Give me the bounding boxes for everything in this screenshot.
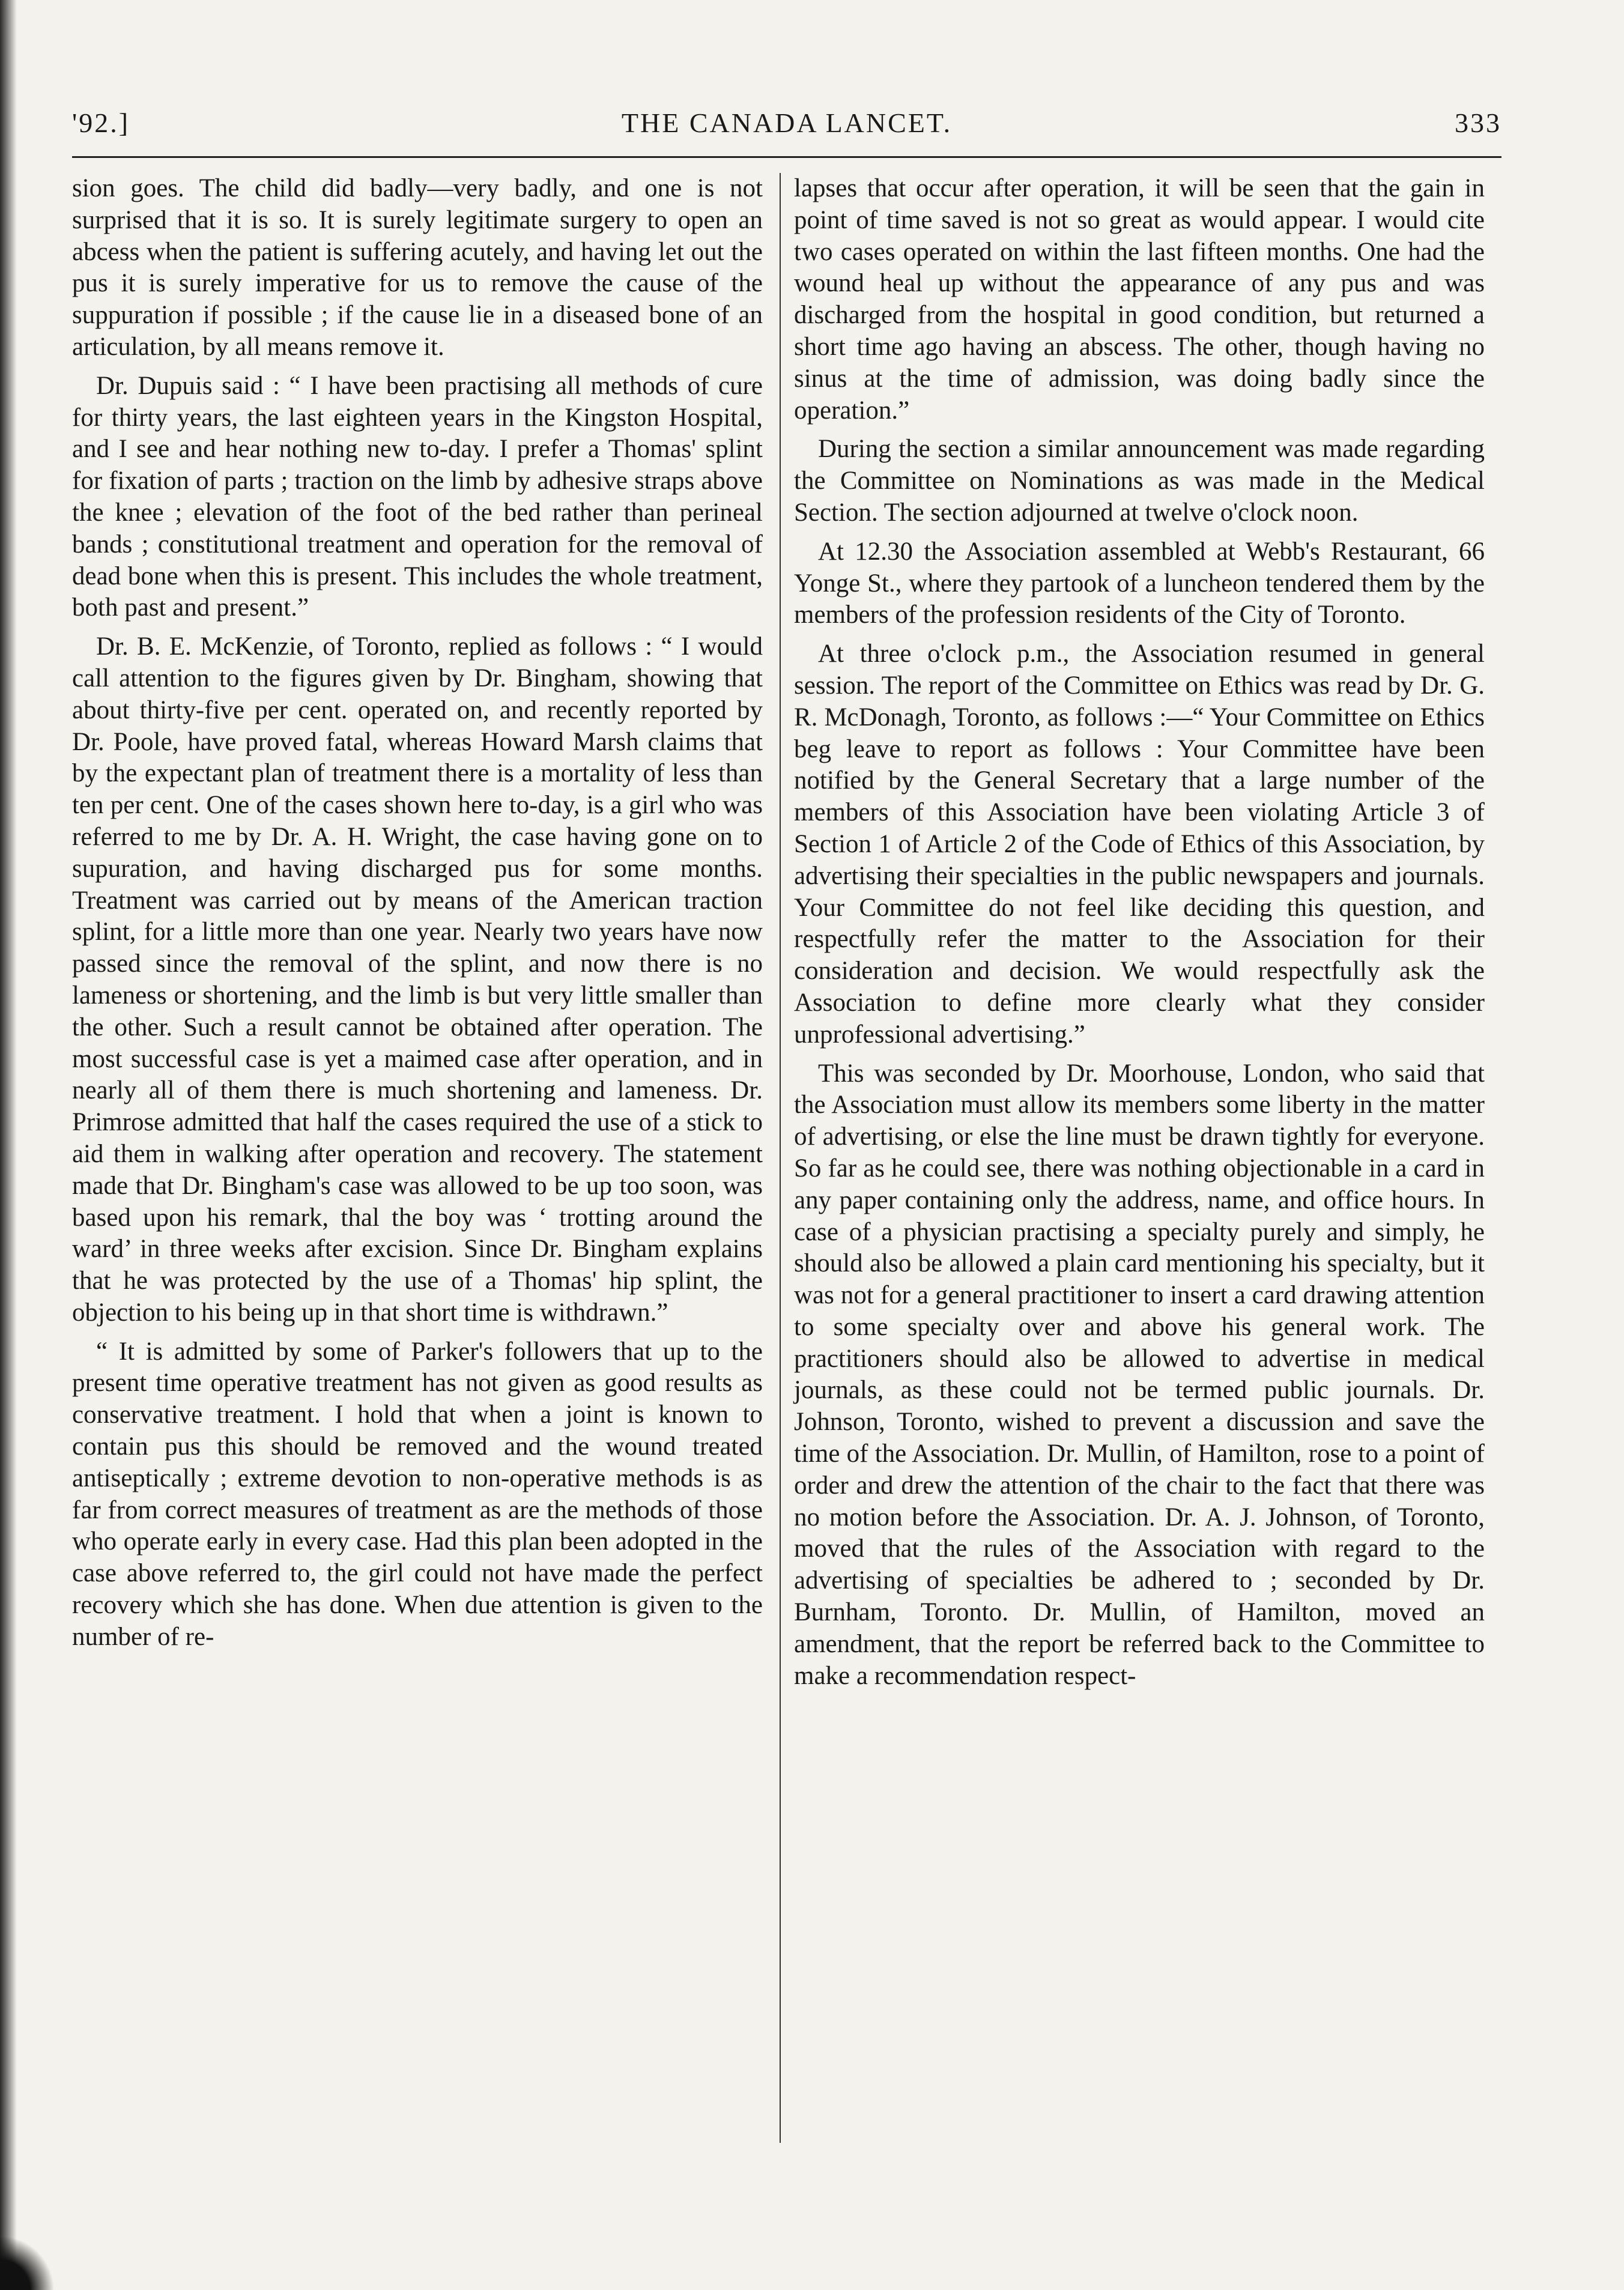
paragraph: At three o'clock p.m., the Association resumed in general session. The report of the Committee on Ethics was read by Dr. G. R. McDonagh, Toronto, as follows :—“ Your Committee on Ethics beg leave to report as follows : Your Committee have been notified by the General Secretary that a large number of the members of this Association have been violating Article 3 of Section 1 of Article 2 of the Code of Ethics of this Association, by advertising their specialties in the public newspapers and journals. Your Committee do not feel like deciding this question, and respectfully refer the matter to the Association for their consideration and decision. We would respectfully ask the Association to define more clearly what they consider unprofessional advertising.” bbox=[794, 640, 1485, 1049]
paragraph: lapses that occur after operation, it will be seen that the gain in point of time saved is not so great as would appear. I would cite two cases operated on within the last fifteen months. One had the wound heal up without the appearance of any pus and was discharged from the hospital in good condition, but returned a short time ago having an abscess. The other, though having no sinus at the time of admission, was doing badly since the operation.” bbox=[794, 174, 1485, 425]
header-year: '92.] bbox=[72, 108, 130, 138]
paragraph: During the section a similar announcement was made regarding the Committee on Nominations as was made in the Medical Section. The section adjourned at twelve o'clock noon. bbox=[794, 435, 1485, 527]
paragraph: At 12.30 the Association assembled at Webb's Restaurant, 66 Yonge St., where they partook of a luncheon tendered them by the members of the profession residents of the City of Toronto. bbox=[794, 537, 1485, 629]
left-column bbox=[72, 173, 763, 1661]
scan-shadow-corner bbox=[0, 2224, 54, 2290]
running-header bbox=[72, 102, 1501, 158]
journal-title: THE CANADA LANCET. bbox=[621, 108, 953, 138]
scan-shadow-edge bbox=[0, 0, 17, 2290]
paragraph: “ It is admitted by some of Parker's followers that up to the present time operative treatment has not given as good results as conservative treatment. I hold that when a joint is known to contain pus this should be removed and the wound treated antiseptically ; extreme devotion to non-operative methods is as far from correct measures of treatment as are the methods of those who operate early in every case. Had this plan been adopted in the case above referred to, the girl could not have made the perfect recovery which she has done. When due attention is given to the number of re- bbox=[72, 1337, 763, 1651]
paragraph: sion goes. The child did badly—very badly, and one is not surprised that it is so. It is surely legitimate surgery to open an abcess when the patient is suffering acutely, and having let out the pus it is surely imperative for us to remove the cause of the suppuration if possible ; if the cause lie in a diseased bone of an articulation, by all means remove it. bbox=[72, 174, 763, 361]
right-column bbox=[794, 173, 1485, 1699]
paragraph: Dr. B. E. McKenzie, of Toronto, replied as follows : “ I would call attention to the figures given by Dr. Bingham, showing that about thirty-five per cent. operated on, and recently reported by Dr. Poole, have proved fatal, whereas Howard Marsh claims that by the expectant plan of treatment there is a mortality of less than ten per cent. One of the cases shown here to-day, is a girl who was referred to me by Dr. A. H. Wright, the case having gone on to supuration, and having discharged pus for some months. Treatment was carried out by means of the American traction splint, for a little more than one year. Nearly two years have now passed since the removal of the splint, and now there is no lameness or shortening, and the limb is but very little smaller than the other. Such a result cannot be obtained after operation. The most successful case is yet a maimed case after operation, and in nearly all of them there is much shortening and lameness. Dr. Primrose admitted that half the cases required the use of a stick to aid them in walking after operation and recovery. The statement made that Dr. Bingham's case was allowed to be up too soon, was based upon his remark, thal the boy was ‘ trotting around the ward’ in three weeks after excision. Since Dr. Bingham explains that he was protected by the use of a Thomas' hip splint, the objection to his being up in that short time is withdrawn.” bbox=[72, 632, 763, 1327]
paragraph: This was seconded by Dr. Moorhouse, London, who said that the Association must allow its members some liberty in the matter of advertising, or else the line must be drawn tightly for everyone. So far as he could see, there was nothing objectionable in a card in any paper containing only the address, name, and office hours. In case of a physician practising a specialty purely and simply, he should also be allowed a plain card mentioning his specialty, but it was not for a general practitioner to insert a card drawing attention to some specialty over and above his general work. The practitioners should also be allowed to advertise in medical journals, as these could not be termed public journals. Dr. Johnson, Toronto, wished to prevent a discussion and save the time of the Association. Dr. Mullin, of Hamilton, rose to a point of order and drew the attention of the chair to the fact that there was no motion before the Association. Dr. A. J. Johnson, of Toronto, moved that the rules of the Association with regard to the advertising of specialties be adhered to ; seconded by Dr. Burnham, Toronto. Dr. Mullin, of Hamilton, moved an amendment, that the report be referred back to the Committee to make a recommendation respect- bbox=[794, 1059, 1485, 1690]
column-divider bbox=[780, 173, 781, 2143]
page-number: 333 bbox=[1455, 108, 1501, 138]
paragraph: Dr. Dupuis said : “ I have been practising all methods of cure for thirty years, the last eighteen years in the Kingston Hospital, and I see and hear nothing new to-day. I prefer a Thomas' splint for fixation of parts ; traction on the limb by adhesive straps above the knee ; elevation of the foot of the bed rather than perineal bands ; constitutional treatment and operation for the removal of dead bone when this is present. This includes the whole treatment, both past and present.” bbox=[72, 371, 763, 622]
